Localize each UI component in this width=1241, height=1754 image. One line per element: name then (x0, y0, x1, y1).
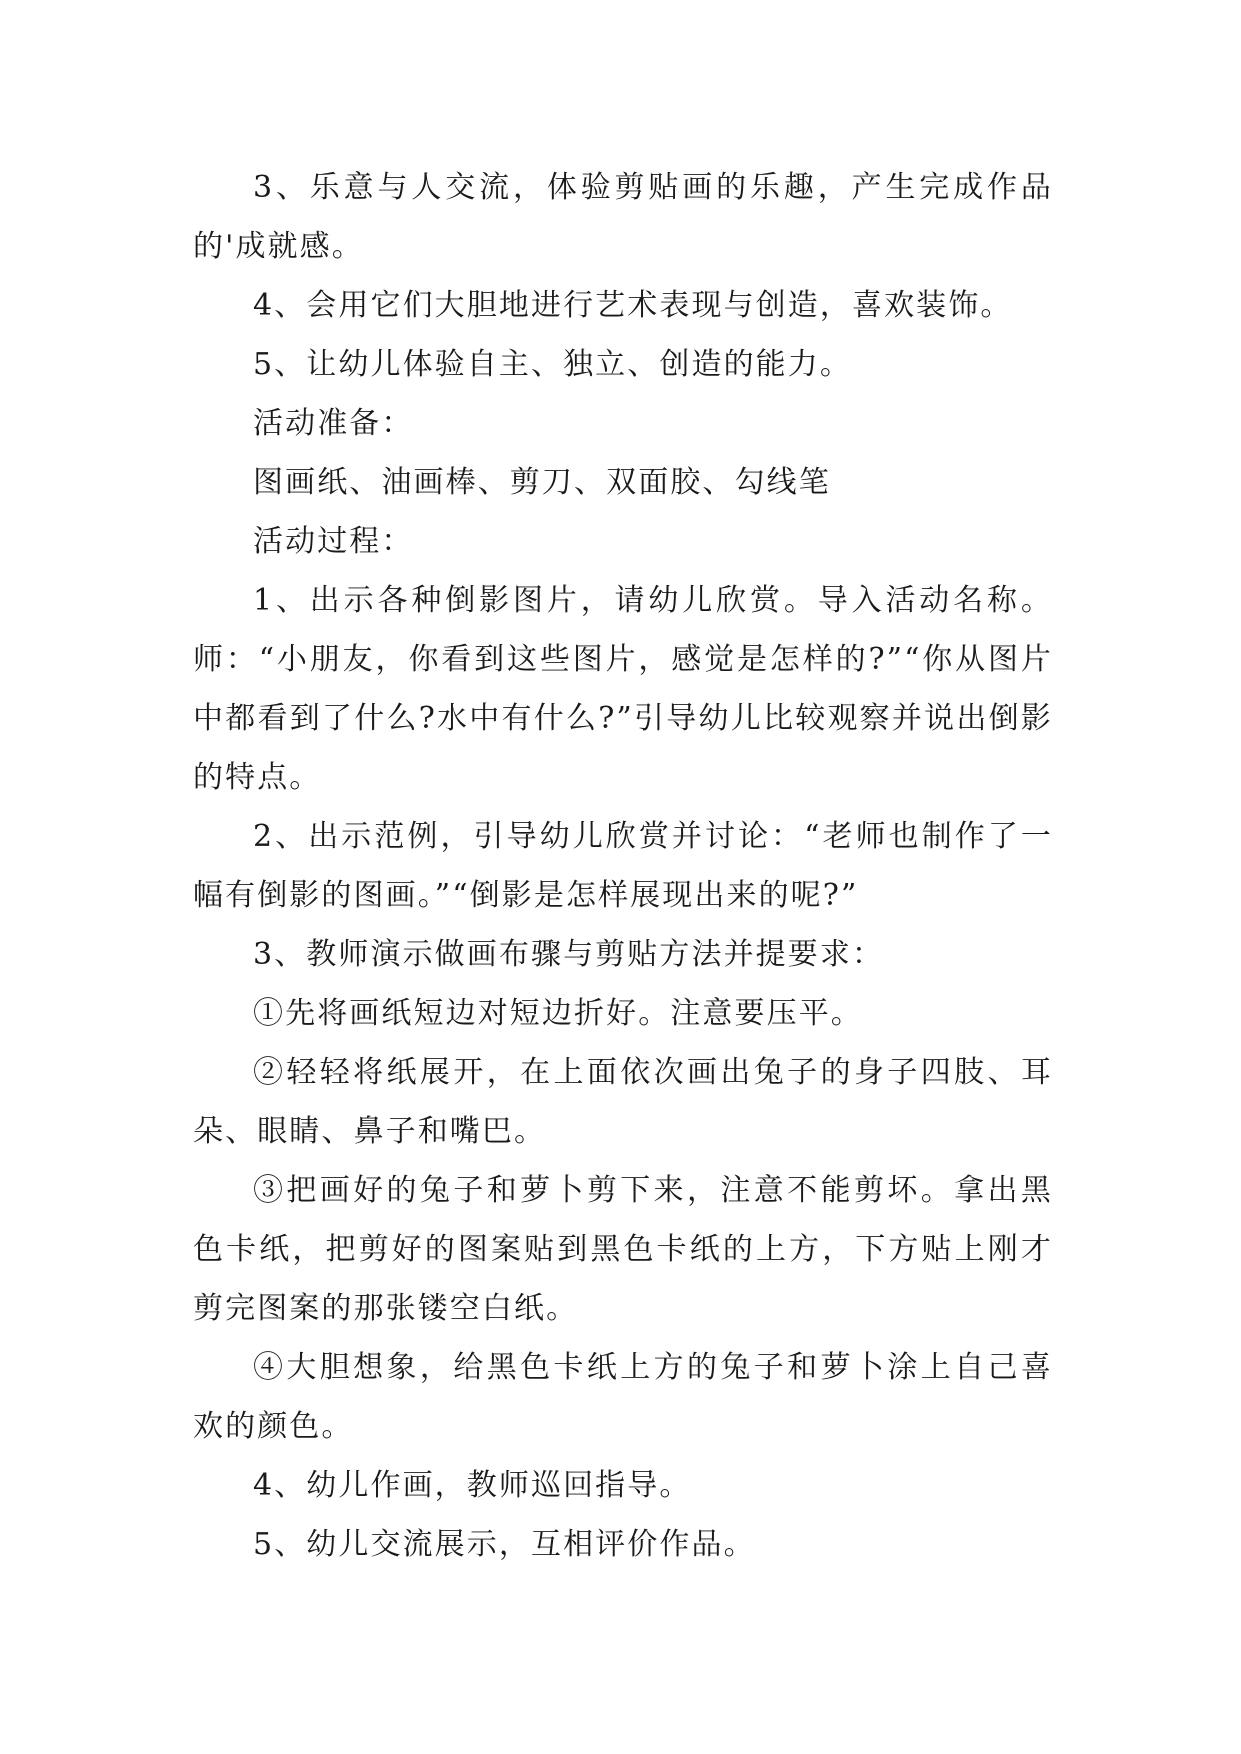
heading-preparation: 活动准备： (253, 406, 414, 441)
paragraph-goal-3: 3、乐意与人交流，体验剪贴画的乐趣，产生完成作品的'成就感。 (193, 170, 1053, 264)
paragraph-substep-2: ②轻轻将纸展开，在上面依次画出兔子的身子四肢、耳朵、眼睛、鼻子和嘴巴。 (193, 1055, 1053, 1149)
paragraph-goal-4: 4、会用它们大胆地进行艺术表现与创造，喜欢装饰。 (253, 288, 1013, 323)
paragraph-materials: 图画纸、油画棒、剪刀、双面胶、勾线笔 (253, 465, 831, 500)
paragraph-substep-1: ①先将画纸短边对短边折好。注意要压平。 (253, 996, 863, 1031)
document-body (193, 158, 1053, 1574)
paragraph-goal-5: 5、让幼儿体验自主、独立、创造的能力。 (253, 347, 852, 382)
paragraph-substep-3: ③把画好的兔子和萝卜剪下来，注意不能剪坏。拿出黑色卡纸，把剪好的图案贴到黑色卡纸的上方，下方贴上刚才剪完图案的那张镂空白纸。 (193, 1173, 1053, 1326)
paragraph-step-1: 1、出示各种倒影图片，请幼儿欣赏。导入活动名称。师：“小朋友，你看到这些图片，感觉是怎样的?”“你从图片中都看到了什么?水中有什么?”引导幼儿比较观察并说出倒影的特点。 (193, 583, 1053, 795)
paragraph-step-5: 5、幼儿交流展示，互相评价作品。 (253, 1527, 756, 1562)
paragraph-substep-4: ④大胆想象，给黑色卡纸上方的兔子和萝卜涂上自己喜欢的颜色。 (193, 1350, 1053, 1444)
paragraph-step-4: 4、幼儿作画，教师巡回指导。 (253, 1468, 692, 1503)
paragraph-step-2: 2、出示范例，引导幼儿欣赏并讨论：“老师也制作了一幅有倒影的图画。”“倒影是怎样展现出来的呢?” (193, 819, 1053, 913)
heading-process: 活动过程： (253, 524, 414, 559)
paragraph-step-3: 3、教师演示做画布骤与剪贴方法并提要求： (253, 937, 885, 972)
